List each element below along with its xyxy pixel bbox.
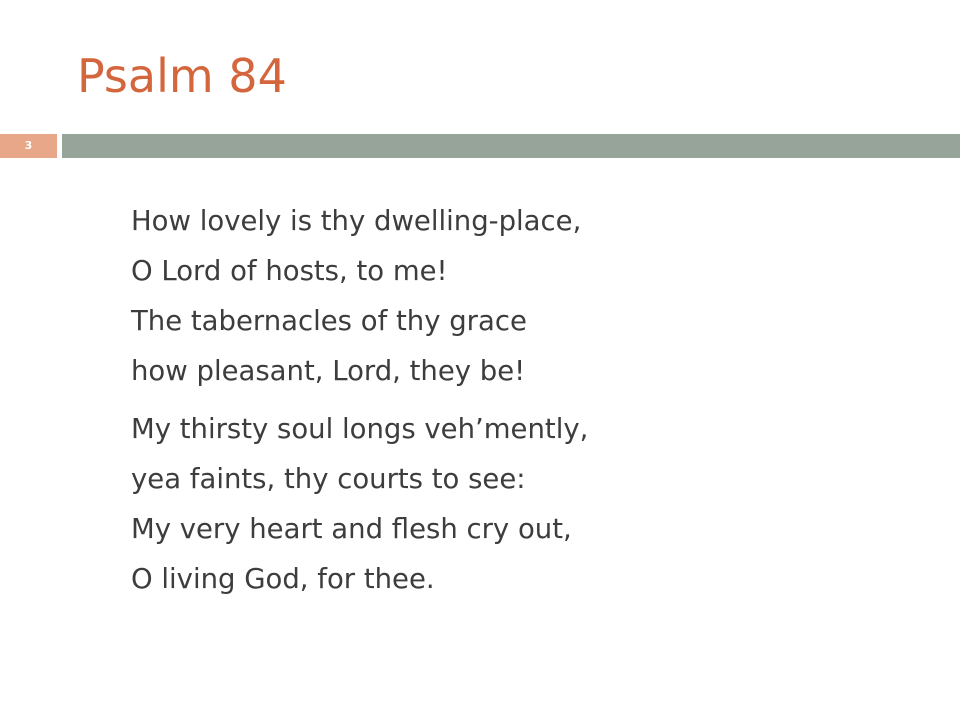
verse-stanza-2 [131, 404, 911, 604]
verse-stanza-1 [131, 196, 911, 396]
verse-line: how pleasant, Lord, they be! [131, 355, 526, 387]
psalm-verse-text [131, 196, 911, 612]
slide-title: Psalm 84 [77, 49, 287, 103]
verse-line: O living God, for thee. [131, 563, 435, 595]
header-divider-bar [62, 134, 960, 158]
slide-number-badge: 3 [0, 134, 57, 158]
verse-line: yea faints, thy courts to see: [131, 463, 526, 495]
verse-line: O Lord of hosts, to me! [131, 255, 448, 287]
verse-line: My thirsty soul longs veh’mently, [131, 413, 589, 445]
verse-line: My very heart and flesh cry out, [131, 513, 572, 545]
verse-line: How lovely is thy dwelling-place, [131, 205, 582, 237]
verse-line: The tabernacles of thy grace [131, 305, 527, 337]
